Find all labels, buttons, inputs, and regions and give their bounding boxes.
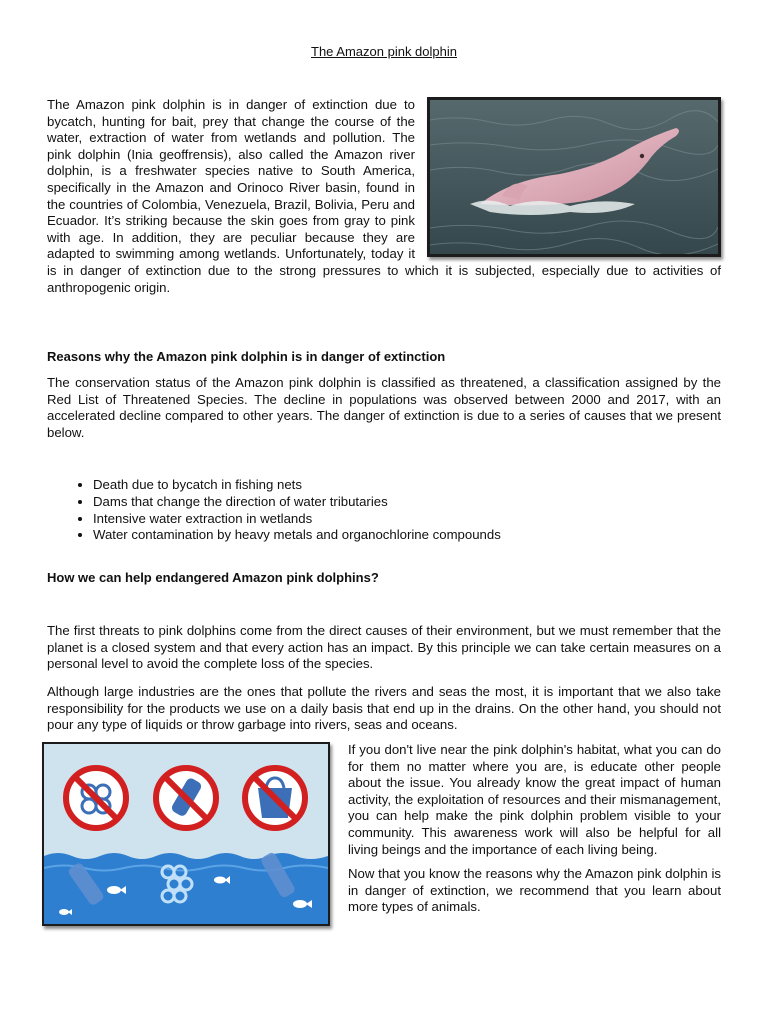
- list-item: • Intensive water extraction in wetlands: [93, 511, 767, 528]
- help-paragraph-3: If you don't live near the pink dolphin's habitat, what you can do for them no matter where you are, is educate other people about the issue. You already know the great impact of human activity, the exploitation of resources and their mismanagement, you can help make the pink dolphin problem visible to your community. This awareness work will also be helpful for all living beings and the importance of each living being.: [348, 742, 721, 857]
- help-paragraph-2: Although large industries are the ones that pollute the rivers and seas the most, it is important that we also take responsibility for the products we use on a daily basis that end up in the drains. On the other hand, you should not pour any type of liquids or throw garbage into rivers, seas and oceans.: [47, 684, 721, 733]
- pollution-illustration: [42, 742, 330, 926]
- dolphin-photo: [427, 97, 721, 257]
- ban-bag-icon: [245, 768, 305, 828]
- ban-rings-icon: [66, 768, 126, 828]
- pink-dolphin-image: [427, 97, 721, 257]
- help-paragraph-4: Now that you know the reasons why the Amazon pink dolphin is in danger of extinction, we recommend that you learn about more types of animals.: [348, 866, 721, 915]
- intro-text: The Amazon pink dolphin is in danger of extinction due to bycatch, hunting for bait, prey that change the course of the water, extraction of water from wetlands and pollution. The pink dolphin (Inia geoffrensis), also called the Amazon river dolphin, is a freshwater species native to South America, specifically in the Amazon and Orinoco River basin, found in the countries of Colombia, Venezuela, Brazil, Bolivia, Peru and Ecuador. It’s striking because the skin goes from gray to pink with age. In addition, they are peculiar because they are adapted to swimming among wetlands. Unfortunately, today it is in danger of extinction due to the strong pressures to which it is subjected, especially due to activities of anthropogenic origin.: [47, 97, 721, 295]
- reasons-paragraph: The conservation status of the Amazon pink dolphin is classified as threatened, a classification assigned by the Red List of Threatened Species. The decline in populations was observed between 2000 and 2017, with an accelerated decline compared to other years. The danger of extinction is due to a series of causes that we present below.: [47, 375, 721, 440]
- section-heading-help: How we can help endangered Amazon pink dolphins?: [47, 570, 379, 585]
- causes-list: [47, 477, 767, 544]
- help-paragraph-1: The first threats to pink dolphins come from the direct causes of their environment, but we must remember that the planet is a closed system and that every action has an impact. By this principle we can take certain measures on a personal level to avoid the complete loss of the species.: [47, 623, 721, 672]
- list-item: • Water contamination by heavy metals and organochlorine compounds: [93, 527, 767, 544]
- awareness-block: [42, 742, 721, 926]
- no-plastic-illustration: [42, 742, 330, 926]
- ban-bottle-icon: [156, 768, 216, 828]
- list-item: • Dams that change the direction of water tributaries: [93, 494, 767, 511]
- section-heading-reasons: Reasons why the Amazon pink dolphin is in danger of extinction: [47, 349, 446, 364]
- intro-block: [47, 97, 721, 296]
- list-item: • Death due to bycatch in fishing nets: [93, 477, 767, 494]
- document-title: The Amazon pink dolphin: [311, 44, 457, 59]
